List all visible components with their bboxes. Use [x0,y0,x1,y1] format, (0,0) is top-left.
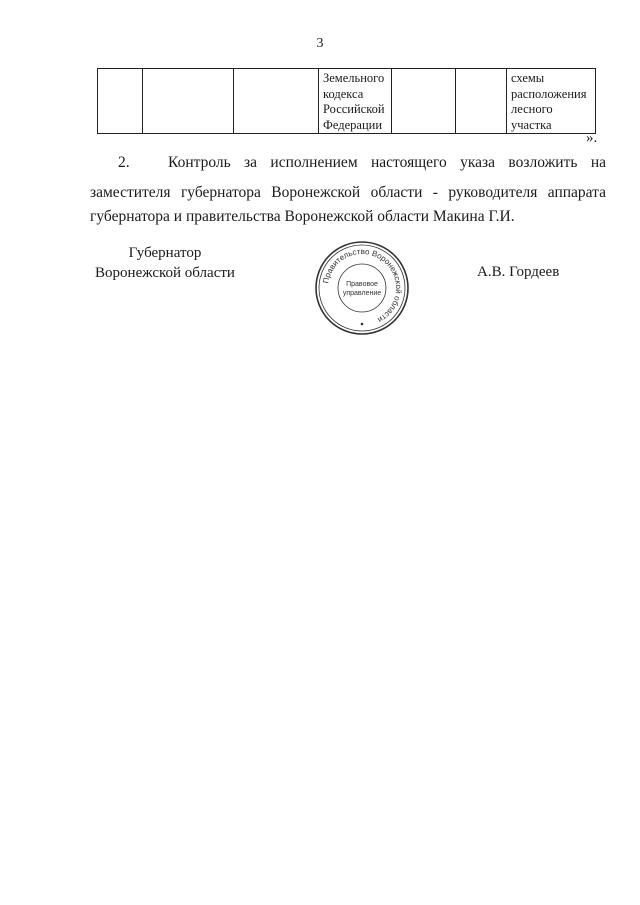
page-number: 3 [316,36,324,51]
seal-ring-text: Правительство Воронежской области [321,246,404,325]
signatory-title [90,243,240,283]
table-row [98,69,596,134]
table-cell-scheme: схемы расположения лесного участка [507,69,596,134]
clause-number: 2. [118,154,130,171]
clause-line-1 [118,150,606,175]
signatory-title-line1: Губернатор [128,245,202,261]
seal-dot-mark [361,323,364,326]
seal-center-line1: Правовое [346,281,378,288]
signatory-name: А.В. Гордеев [477,264,560,280]
seal-center-line2: управление [342,290,382,297]
official-seal [312,238,412,338]
seal-inner-ring [319,245,405,331]
clause-line-2: заместителя губернатора Воронежской области - руководителя аппарата [90,184,606,201]
continued-table [97,68,596,134]
closing-quote: ». [586,130,598,146]
table-cell [234,69,319,134]
signatory-title-line2: Воронежской области [95,265,235,281]
table-cell [143,69,234,134]
clause-line-3: губернатора и правительства Воронежской области Макина Г.И. [90,208,515,225]
table-cell [456,69,507,134]
clause-text-1: Контроль за исполнением настоящего указа возложить на [168,154,606,171]
table-cell [98,69,143,134]
table-cell [392,69,456,134]
seal-center-circle [338,264,386,312]
table-cell-land-code: Земельного кодекса Российской Федерации [319,69,392,134]
